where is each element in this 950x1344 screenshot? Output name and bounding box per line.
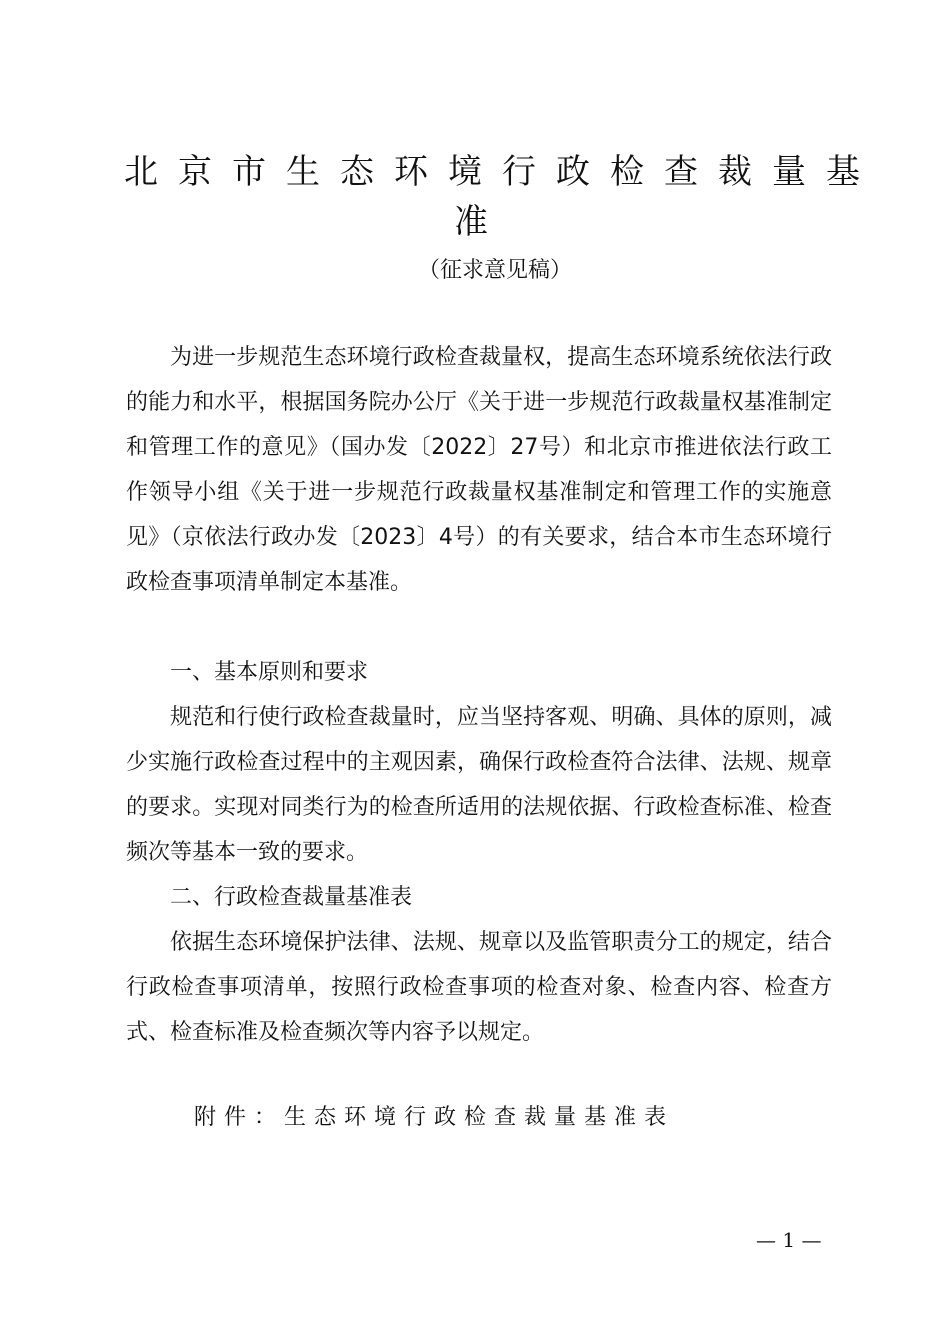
section1-body-block (126, 695, 832, 875)
document-title-line1: 北京市生态环境行政检查裁量基 (124, 152, 880, 192)
section1-heading-block (126, 650, 832, 695)
intro-paragraph-block (126, 335, 832, 605)
section2-heading: 二、行政检查裁量基准表 (170, 885, 413, 910)
section2-body-block (126, 920, 832, 1055)
section2-body: 依据生态环境保护法律、法规、规章以及监管职责分工的规定，结合行政检查事项清单，按照行政检查事项的检查对象、检查内容、检查方式、检查标准及检查频次等内容予以规定。 (126, 930, 832, 1045)
page-number: — 1 — (756, 1228, 822, 1252)
section2-heading-block (126, 875, 832, 920)
document-title-line2: 准 (454, 202, 508, 242)
intro-paragraph: 为进一步规范生态环境行政检查裁量权，提高生态环境系统依法行政的能力和水平，根据国务院办公厅《关于进一步规范行政裁量权基准制定和管理工作的意见》（国办发〔2022〕27号）和北京市推进依法行政工作领导小组《关于进一步规范行政裁量权基准制定和管理工作的实施意见》（京依法行政办发〔2023〕4号）的有关要求，结合本市生态环境行政检查事项清单制定本基准。 (126, 345, 832, 595)
attachment-line: 附件：生态环境行政检查裁量基准表 (194, 1105, 675, 1130)
document-subtitle: （征求意见稿） (418, 258, 573, 283)
section1-body: 规范和行使行政检查裁量时，应当坚持客观、明确、具体的原则，减少实施行政检查过程中的主观因素，确保行政检查符合法律、法规、规章的要求。实现对同类行为的检查所适用的法规依据、行政检查标准、检查频次等基本一致的要求。 (126, 705, 832, 865)
section1-heading: 一、基本原则和要求 (170, 660, 369, 685)
